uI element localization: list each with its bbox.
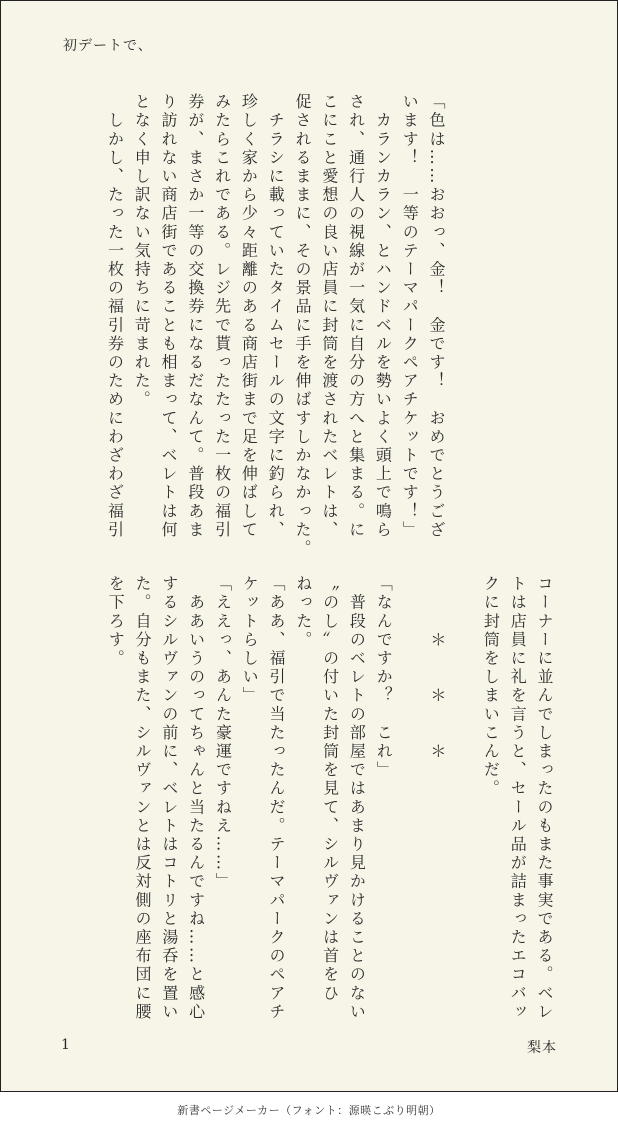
- body-text-lower: コーナーに並んでしまったのもまた事実である。ベレ トは店員に礼を言うと、セール品が詰まったエコバッ クに封筒をしまいこんだ。 ＊ ＊ ＊ 「なんですか？ これ」 普段のベレトの部屋ではあまり見かけることのない 〝のし〟の付いた封筒を見て、シルヴァンは首をひ ねった。 「ああ、福引で当たったんだ。テーマパークのペアチ ケットらしい」 「ええっ、あんた豪運ですねえ……」 ああいうのってちゃんと当たるんですね……と感心 するシルヴァンの前に、ベレトはコトリと湯呑を置い た。自分もまた、シルヴァンとは反対側の座布団に腰 を下ろす。: [106, 575, 554, 1022]
- author-name: 梨本: [527, 1040, 557, 1056]
- chapter-heading: 初デートで、: [63, 38, 153, 54]
- tool-credit: 新書ページメーカー（フォント：源暎こぶり明朝）: [177, 1104, 441, 1117]
- page-number: 1: [61, 1037, 70, 1053]
- body-text-upper: 「色は……おおっ、金！ 金です！ おめでとうござ います！ 一等のテーマパークペアチケットです！」 カランカラン、とハンドベルを勢いよく頭上で鳴ら され、通行人の視線が一気に自分の方へと集まる。に こにこと愛想の良い店員に封筒を渡されたベレトは、 促されるままに、その景品に手を伸ばすしかなかった。 チラシに載っていたタイムセールの文字に釣られ、 珍しく家から少々距離のある商店街まで足を伸ばして みたらこれである。レジ先で貰ったたった一枚の福引 券が、まさか一等の交換券になるだなんて。普段あま り訪れない商店街であることも相まって、ベレトは何 となく申し訳ない気持ちに苛まれた。 しかし、たった一枚の福引券のためにわざわざ福引: [105, 93, 446, 558]
